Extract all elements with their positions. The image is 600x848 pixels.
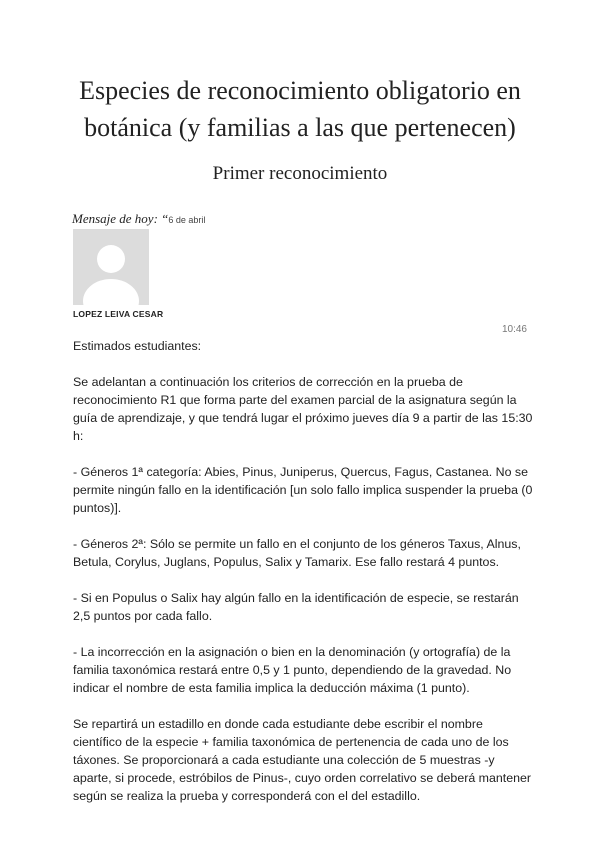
post-time: 10:46 [501, 324, 527, 335]
message-header [72, 211, 205, 227]
post-body [73, 337, 533, 823]
paragraph: - Géneros 2ª: Sólo se permite un fallo en el conjunto de los géneros Taxus, Alnus, Betula, Corylus, Juglans, Populus, Salix y Tamarix. Ese fallo restará 4 puntos. [73, 537, 521, 569]
paragraph: Se adelantan a continuación los criterios de corrección en la prueba de reconocimiento R1 que forma parte del examen parcial de la asignatura según la guía de aprendizaje, y que tendrá lugar el próximo jueves día 9 a partir de las 15:30 h: [73, 375, 533, 443]
message-label: Mensaje de hoy: “ [72, 211, 169, 226]
document-subtitle: Primer reconocimiento [212, 163, 388, 184]
user-silhouette-icon [73, 229, 149, 305]
paragraph: Se repartirá un estadillo en donde cada estudiante debe escribir el nombre científico de la especie + familia taxonómica de pertenencia de cada uno de los táxones. Se proporcionará a cada estudiante una colección de 5 muestras -y aparte, si procede, estróbilos de Pinus-, cuyo orden correlativo se deberá mantener según se realiza la prueba y corresponderá con el del estadillo. [73, 717, 532, 803]
paragraph: - Géneros 1ª categoría: Abies, Pinus, Juniperus, Quercus, Fagus, Castanea. No se permite ningún fallo en la identificación [un solo fallo implica suspender la prueba (0 puntos)]. [73, 465, 533, 515]
document-title: Especies de reconocimiento obligatorio en botánica (y familias a las que pertenecen) [79, 76, 521, 142]
paragraph: - La incorrección en la asignación o bien en la denominación (y ortografía) de la familia taxonómica restará entre 0,5 y 1 punto, dependiendo de la gravedad. No indicar el nombre de esta familia implica la deducción máxima (1 punto). [73, 645, 512, 695]
post-author: LOPEZ LEIVA CESAR [73, 309, 164, 319]
message-date: 6 de abril [168, 215, 206, 225]
avatar [73, 229, 149, 305]
paragraph: - Si en Populus o Salix hay algún fallo en la identificación de especie, se restarán 2,5 puntos por cada fallo. [73, 591, 519, 623]
paragraph: Estimados estudiantes: [73, 339, 202, 353]
